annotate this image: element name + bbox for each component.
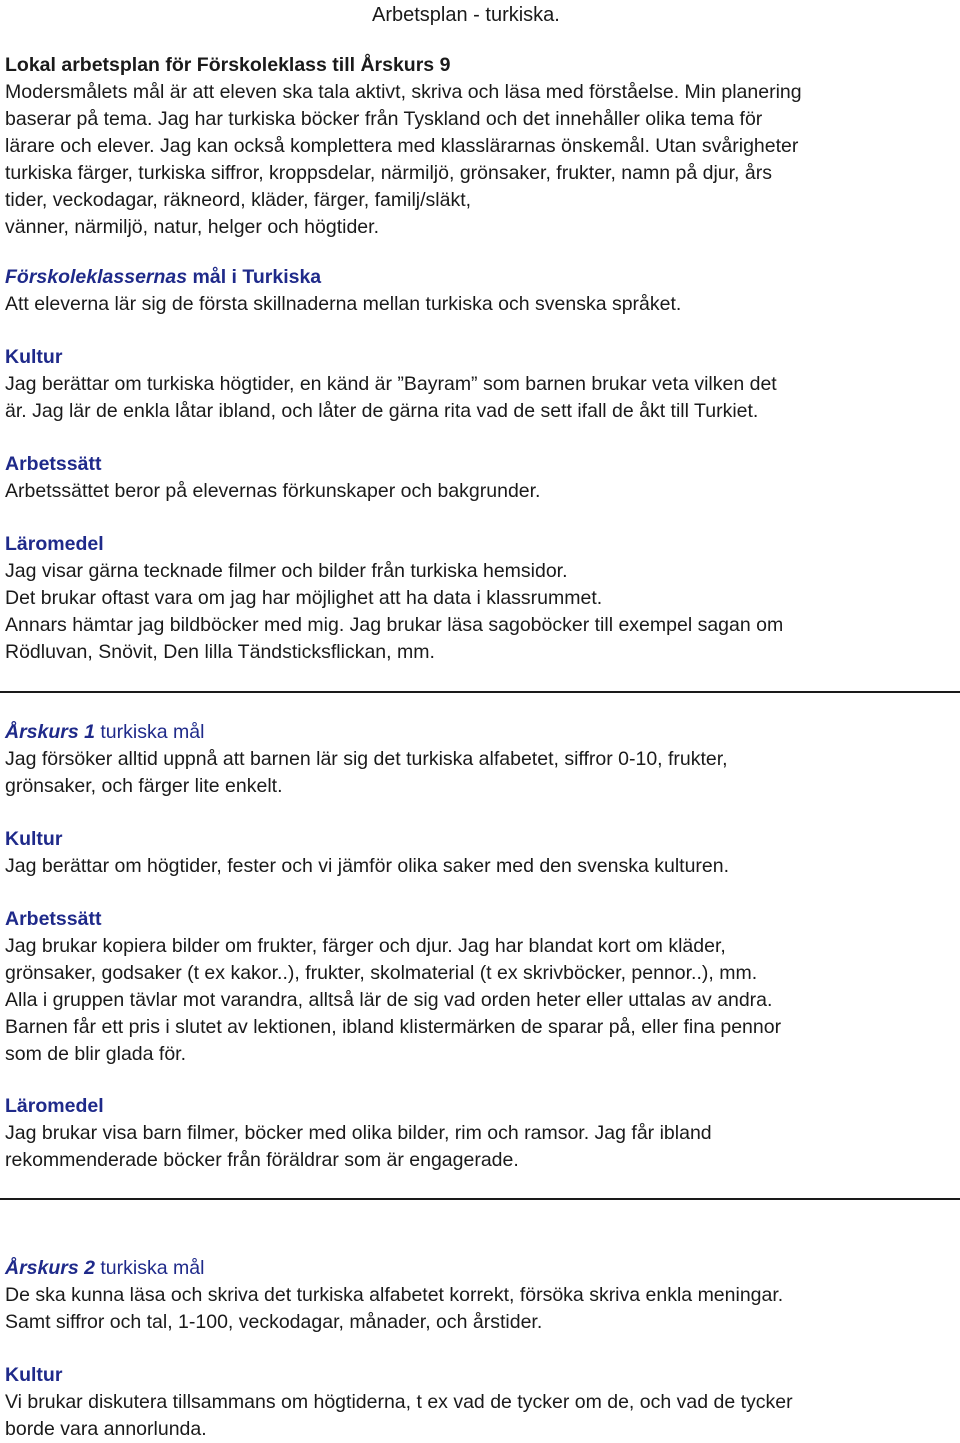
intro-line: turkiska färger, turkiska siffror, kroppsdelar, närmiljö, grönsaker, frukter, namn på djur, års bbox=[5, 162, 772, 184]
kultur-line: Jag berättar om turkiska högtider, en känd är ”Bayram” som barnen brukar veta vilken det bbox=[5, 373, 777, 395]
arbetssatt-line: Alla i gruppen tävlar mot varandra, alltså lär de sig vad orden heter eller uttalas av andra. bbox=[5, 989, 773, 1011]
kultur-heading: Kultur bbox=[5, 346, 63, 368]
arbetssatt-heading: Arbetssätt bbox=[5, 908, 102, 930]
laromedel-heading: Läromedel bbox=[5, 1095, 104, 1117]
forskoleklass-text: Att eleverna lär sig de första skillnaderna mellan turkiska och svenska språket. bbox=[5, 293, 682, 315]
intro-heading: Lokal arbetsplan för Förskoleklass till Årskurs 9 bbox=[5, 54, 451, 76]
arskurs2-line: De ska kunna läsa och skriva det turkiska alfabetet korrekt, försöka skriva enkla meningar. bbox=[5, 1284, 784, 1306]
intro-line: baserar på tema. Jag har turkiska böcker från Tyskland och det innehåller olika tema för bbox=[5, 108, 763, 130]
arskurs1-laromedel-section bbox=[5, 1093, 957, 1174]
section-divider bbox=[0, 691, 960, 693]
arskurs1-line: Jag försöker alltid uppnå att barnen lär sig det turkiska alfabetet, siffror 0-10, frukter, bbox=[5, 748, 728, 770]
intro-line: lärare och elever. Jag kan också komplettera med klasslärarnas önskemål. Utan svårigheter bbox=[5, 135, 799, 157]
arskurs1-heading: Årskurs 1 turkiska mål bbox=[5, 721, 205, 743]
kultur-line: är. Jag lär de enkla låtar ibland, och låter de gärna rita vad de sett ifall de åkt till Turkiet. bbox=[5, 400, 759, 422]
kultur-line: Vi brukar diskutera tillsammans om högtiderna, t ex vad de tycker om de, och vad de tycker bbox=[5, 1391, 793, 1413]
arskurs1-goal-section bbox=[5, 719, 957, 800]
forskoleklass-laromedel-section bbox=[5, 531, 957, 666]
forskoleklass-kultur-section bbox=[5, 344, 957, 425]
laromedel-heading: Läromedel bbox=[5, 533, 104, 555]
arskurs1-arbetssatt-section bbox=[5, 906, 957, 1068]
intro-line: Modersmålets mål är att eleven ska tala aktivt, skriva och läsa med förståelse. Min planering bbox=[5, 81, 802, 103]
laromedel-line: Annars hämtar jag bildböcker med mig. Jag brukar läsa sagoböcker till exempel sagan om bbox=[5, 614, 784, 636]
laromedel-line: Det brukar oftast vara om jag har möjlighet att ha data i klassrummet. bbox=[5, 587, 603, 609]
arbetssatt-heading: Arbetssätt bbox=[5, 453, 102, 475]
arskurs2-line: Samt siffror och tal, 1-100, veckodagar, månader, och årstider. bbox=[5, 1311, 543, 1333]
arskurs2-heading: Årskurs 2 turkiska mål bbox=[5, 1257, 205, 1279]
arbetssatt-line: Jag brukar kopiera bilder om frukter, färger och djur. Jag har blandat kort om kläder, bbox=[5, 935, 726, 957]
arbetssatt-text: Arbetssättet beror på elevernas förkunskaper och bakgrunder. bbox=[5, 480, 541, 502]
intro-line: tider, veckodagar, räkneord, kläder, färger, familj/släkt, bbox=[5, 189, 472, 211]
arbetssatt-line: Barnen får ett pris i slutet av lektionen, ibland klistermärken de sparar på, eller fina pennor bbox=[5, 1016, 782, 1038]
arskurs1-kultur-section bbox=[5, 826, 957, 880]
forskoleklass-arbetssatt-section bbox=[5, 451, 957, 505]
laromedel-line: Jag visar gärna tecknade filmer och bilder från turkiska hemsidor. bbox=[5, 560, 568, 582]
kultur-line: borde vara annorlunda. bbox=[5, 1418, 207, 1440]
arbetssatt-line: grönsaker, godsaker (t ex kakor..), frukter, skolmaterial (t ex skrivböcker, pennor..), mm. bbox=[5, 962, 758, 984]
kultur-text: Jag berättar om högtider, fester och vi jämför olika saker med den svenska kulturen. bbox=[5, 855, 730, 877]
arskurs2-kultur-section bbox=[5, 1362, 957, 1443]
intro-line: vänner, närmiljö, natur, helger och högtider. bbox=[5, 216, 379, 238]
laromedel-line: Rödluvan, Snövit, Den lilla Tändsticksflickan, mm. bbox=[5, 641, 435, 663]
laromedel-line: rekommenderade böcker från föräldrar som är engagerade. bbox=[5, 1149, 519, 1171]
arskurs2-goal-section bbox=[5, 1255, 957, 1336]
document-title: Arbetsplan - turkiska. bbox=[372, 4, 560, 26]
arbetssatt-line: som de blir glada för. bbox=[5, 1043, 187, 1065]
kultur-heading: Kultur bbox=[5, 828, 63, 850]
kultur-heading: Kultur bbox=[5, 1364, 63, 1386]
section-divider bbox=[0, 1198, 960, 1200]
forskoleklass-heading: Förskoleklassernas mål i Turkiska bbox=[5, 266, 322, 288]
laromedel-line: Jag brukar visa barn filmer, böcker med olika bilder, rim och ramsor. Jag får ibland bbox=[5, 1122, 712, 1144]
intro-section bbox=[5, 52, 957, 241]
forskoleklass-goal-section bbox=[5, 264, 957, 318]
arskurs1-line: grönsaker, och färger lite enkelt. bbox=[5, 775, 283, 797]
